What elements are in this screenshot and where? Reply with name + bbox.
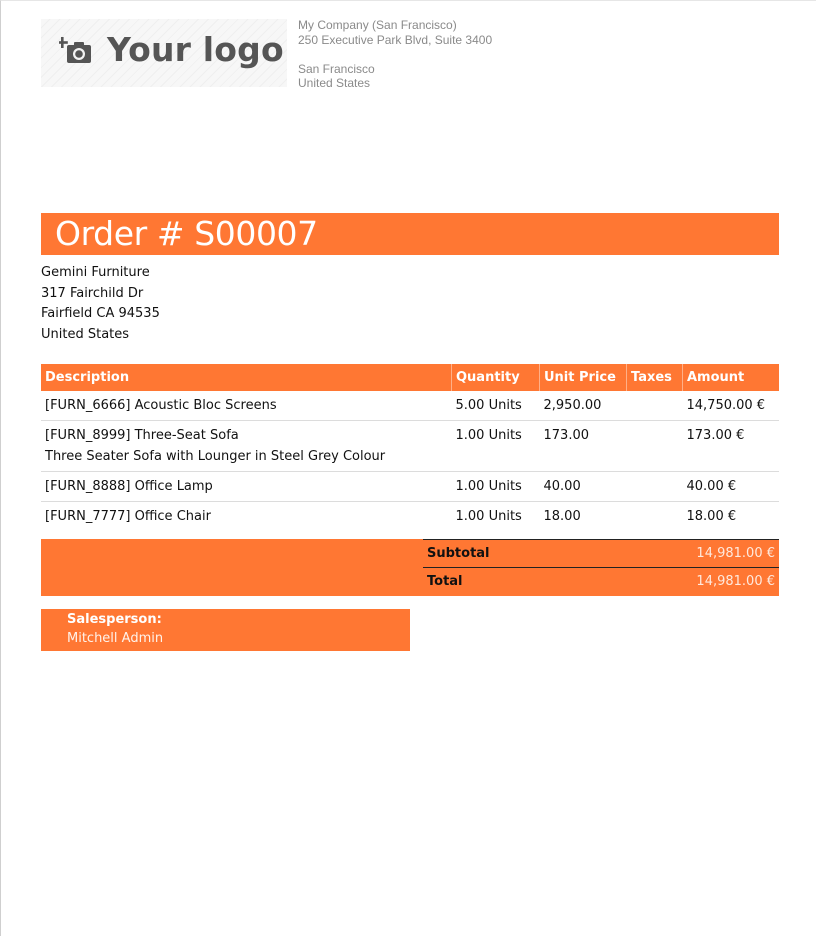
subtotal-label: Subtotal — [423, 540, 583, 568]
cell-amount: 40.00 € — [683, 472, 780, 502]
totals-section — [41, 539, 779, 596]
cell-unit-price: 18.00 — [543, 509, 581, 524]
header-taxes: Taxes — [627, 364, 683, 391]
cell-description: [FURN_7777] Office Chair — [45, 509, 211, 524]
total-value: 14,981.00 € — [583, 568, 779, 596]
cell-quantity: 1.00 Units — [452, 472, 540, 502]
customer-country: United States — [41, 326, 130, 342]
table-row — [41, 391, 779, 421]
header-quantity: Quantity — [452, 364, 540, 391]
order-title-bar — [41, 213, 779, 255]
line-note: Three Seater Sofa with Lounger in Steel Grey Colour — [45, 449, 386, 464]
customer-street: 317 Fairchild Dr — [41, 285, 144, 301]
cell-taxes — [627, 472, 683, 502]
table-row — [41, 421, 779, 472]
order-lines-table — [41, 364, 779, 531]
company-city: San Francisco — [298, 61, 375, 76]
page-title: Order # S00007 — [55, 214, 318, 253]
cell-taxes — [627, 502, 683, 532]
subtotal-value: 14,981.00 € — [583, 540, 779, 568]
cell-description: [FURN_8888] Office Lamp — [41, 472, 452, 502]
customer-city: Fairfield CA 94535 — [41, 306, 160, 322]
header-description: Description — [41, 364, 452, 391]
table-row — [41, 472, 779, 502]
customer-name: Gemini Furniture — [41, 265, 150, 280]
header-unit-price: Unit Price — [540, 364, 627, 391]
cell-unit-price: 2,950.00 — [540, 391, 627, 421]
logo-text: Your logo — [107, 30, 284, 69]
company-street: 250 Executive Park Blvd, Suite 3400 — [298, 32, 493, 47]
total-row — [423, 568, 779, 596]
cell-unit-price: 173.00 — [540, 421, 627, 472]
cell-amount: 18.00 € — [686, 509, 737, 524]
cell-description: [FURN_6666] Acoustic Bloc Screens — [41, 391, 452, 421]
table-row — [41, 502, 779, 532]
add-camera-icon — [59, 34, 93, 68]
company-logo-placeholder — [41, 19, 287, 87]
salesperson-box — [41, 609, 410, 651]
salesperson-label: Salesperson: — [67, 612, 162, 627]
table-header-row — [41, 364, 779, 391]
cell-quantity: 5.00 Units — [452, 391, 540, 421]
cell-taxes — [627, 391, 683, 421]
cell-taxes — [627, 421, 683, 472]
customer-address — [41, 263, 160, 345]
company-name: My Company (San Francisco) — [298, 18, 457, 32]
cell-quantity: 1.00 Units — [452, 421, 540, 472]
header-amount: Amount — [683, 364, 780, 391]
company-address — [298, 18, 492, 91]
cell-quantity: 1.00 Units — [455, 509, 522, 524]
company-country: United States — [298, 76, 371, 90]
totals-table — [423, 539, 779, 595]
cell-unit-price: 40.00 — [540, 472, 627, 502]
cell-amount: 14,750.00 € — [683, 391, 780, 421]
subtotal-row — [423, 540, 779, 568]
total-label: Total — [423, 568, 583, 596]
cell-description: [FURN_8999] Three-Seat Sofa Three Seater Sofa with Lounger in Steel Grey Colour — [41, 421, 452, 472]
salesperson-name: Mitchell Admin — [67, 631, 164, 646]
cell-amount: 173.00 € — [683, 421, 780, 472]
